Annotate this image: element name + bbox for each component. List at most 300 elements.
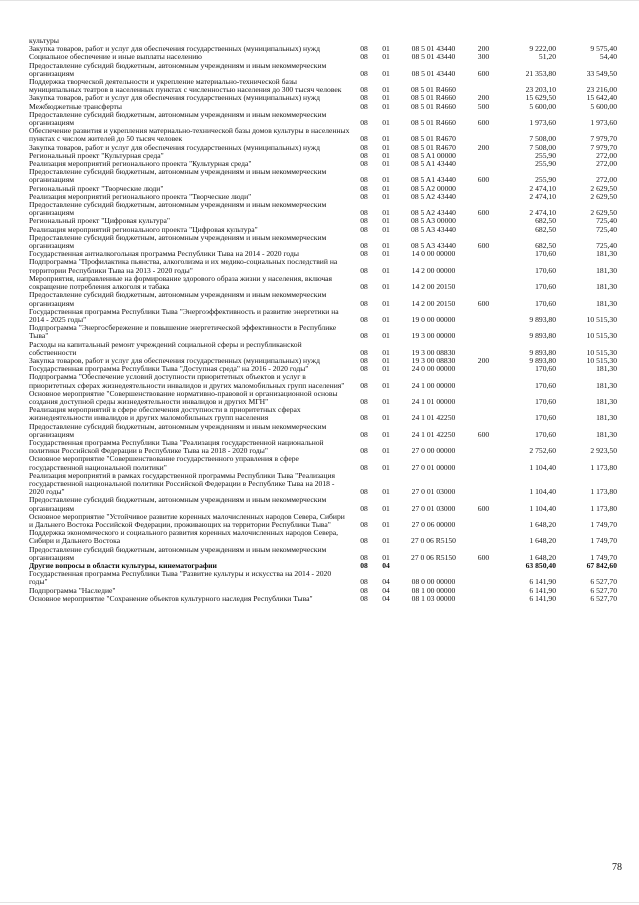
row-section: 08 [360,175,368,185]
row-name: Государственная программа Республики Тыва "Доступная среда" на 2016 - 2020 годы" [29,365,309,374]
row-section: 08 [360,282,368,292]
row-subsection: 01 [382,53,390,62]
row-subsection: 01 [382,250,390,259]
row-name: Предоставление субсидий бюджетным, автономным учреждениям и иным некоммерческим организациям [29,422,327,439]
row-amount-year-1: 170,60 [535,265,556,275]
scan-edge-bottom [0,902,639,903]
row-section: 08 [360,192,368,201]
row-amount-year-1: 682,50 [535,241,556,251]
row-amount-year-1: 9 222,00 [529,45,556,54]
row-target-article [397,37,470,45]
row-name: Региональный проект "Цифровая культура" [29,217,170,226]
row-expense-type [470,570,497,586]
row-target-article: 08 5 A3 00000 [411,217,456,226]
row-subsection: 01 [382,45,390,54]
table-row [29,201,617,217]
row-amount-year-1: 170,60 [535,282,556,292]
row-name: Закупка товаров, работ и услуг для обеспечения государственных (муниципальных) нужд [29,143,320,152]
row-target-article: 08 5 A2 00000 [411,184,456,193]
row-name: Подпрограмма "Обеспечение условий доступности приоритетных объектов и услуг в приоритетных сферах жизнедеятельности инвалидов и других маломобильных групп населения" [29,373,345,390]
row-amount-year-2: 5 600,00 [590,102,617,111]
row-subsection: 01 [382,356,390,365]
row-expense-type [470,226,497,234]
row-section: 08 [360,184,368,193]
table-row [29,472,617,497]
row-expense-type [470,439,497,455]
table-row [29,185,617,193]
row-subsection: 01 [382,446,390,456]
row-name: Основное мероприятие "Совершенствование нормативно-правовой и организационной основы создания доступной среды жизнедеятельности инвалидов и других МГН" [29,389,338,406]
table-row [29,587,617,595]
row-name: Социальное обеспечение и иные выплаты населению [29,53,202,62]
row-name: Закупка товаров, работ и услуг для обеспечения государственных (муниципальных) нужд [29,356,320,365]
row-expense-type [470,406,497,422]
row-expense-type [470,562,497,570]
row-amount-year-2: 23 216,00 [586,85,617,95]
row-amount-year-1: 255,90 [535,175,556,185]
row-expense-type [470,513,497,529]
row-amount-year-2: 6 527,70 [590,577,617,587]
table-row [29,258,617,274]
row-target-article [397,562,470,570]
row-amount-year-2: 2 629,50 [590,192,617,201]
table-row [29,455,617,471]
row-amount-year-1: 682,50 [535,217,556,226]
row-section: 08 [360,429,368,439]
row-section: 08 [360,134,368,144]
row-target-article: 08 5 A3 43440 [411,241,456,251]
table-row [29,390,617,406]
row-expense-type [470,37,497,45]
row-name: Мероприятия, направленные на формирование здорового образа жизни у населения, включая сокращение потребления алкоголя и табака [29,274,333,292]
row-target-article: 08 5 A1 43440 [411,175,456,185]
row-section: 08 [360,552,368,562]
row-amount-year-1: 6 141,90 [529,594,556,603]
row-subsection [375,37,397,45]
table-row [29,94,617,102]
row-section: 08 [360,225,368,234]
row-target-article: 08 5 01 43440 [411,68,456,78]
row-amount-year-1: 7 508,00 [529,143,556,152]
table-row [29,341,617,357]
row-amount-year-2: 181,30 [596,282,617,292]
row-section: 08 [360,143,368,152]
row-target-article: 08 5 A2 43440 [411,208,456,218]
row-target-article: 19 3 00 08830 [411,356,456,365]
row-amount-year-2: 7 979,70 [590,134,617,144]
row-name: Предоставление субсидий бюджетным, автономным учреждениям и иным некоммерческим организациям [29,168,327,185]
row-target-article: 24 0 00 00000 [411,365,456,374]
row-amount-year-1: 7 508,00 [529,134,556,144]
row-expense-type [470,217,497,225]
table-row [29,595,617,603]
row-target-article: 19 0 00 00000 [411,314,456,324]
row-name: Реализация мероприятий регионального проекта "Творческие люди" [29,192,252,201]
row-target-article: 27 0 06 00000 [411,519,456,529]
row-amount-year-1: 6 141,90 [529,577,556,587]
row-target-article: 08 5 A3 43440 [411,225,456,234]
row-name: Другие вопросы в области культуры, кинематографии [29,562,217,570]
row-amount-year-1: 9 893,80 [529,314,556,324]
row-subsection: 01 [382,85,390,95]
row-subsection: 01 [382,143,390,152]
row-name: Предоставление субсидий бюджетным, автономным учреждениям и иным некоммерческим организациям [29,201,327,218]
table-row [29,546,617,562]
row-target-article: 24 1 01 42250 [411,413,456,423]
row-expense-type [470,193,497,201]
row-subsection: 01 [382,503,390,513]
row-amount-year-2: 1 749,70 [590,519,617,529]
row-name: Основное мероприятие "Устойчивое развитие коренных малочисленных народов Севера, Сибири и Дальнего Востока Российской Федерации, проживающих на территории Республики Тыва" [29,512,345,529]
row-name: Межбюджетные трансферты [29,102,122,111]
row-expense-type: 200 [477,356,490,365]
row-section: 08 [360,45,368,54]
row-name: Государственная программа Республики Тыва "Реализация государственной национальной политики Российской Федерации в Республике Тыва на 2018 - 2020 годы" [29,438,324,456]
row-subsection: 01 [382,102,390,111]
row-target-article: 08 5 01 43440 [411,53,456,62]
row-section: 08 [360,519,368,529]
row-expense-type [470,455,497,471]
table-row [29,234,617,250]
row-expense-type: 600 [477,175,490,185]
row-target-article: 27 0 00 00000 [411,446,456,456]
row-amount-year-2: 725,40 [596,217,617,226]
row-target-article: 08 5 01 43440 [411,45,456,54]
row-amount-year-2: 181,30 [596,413,617,423]
table-row [29,103,617,111]
row-target-article: 08 5 A2 43440 [411,192,456,201]
row-subsection: 01 [382,68,390,78]
row-subsection: 01 [382,282,390,292]
row-expense-type [470,373,497,389]
row-section: 08 [360,577,368,587]
row-name: культуры [29,37,59,45]
row-subsection: 01 [382,552,390,562]
scan-edge-top [0,0,639,1]
row-subsection: 01 [382,331,390,341]
row-amount-year-2: 9 575,40 [590,45,617,54]
row-target-article: 08 5 01 R4660 [411,94,456,103]
row-subsection: 01 [382,536,390,546]
row-amount-year-2: 10 515,30 [586,314,617,324]
row-amount-year-2: 272,00 [596,175,617,185]
row-subsection: 01 [382,184,390,193]
row-amount-year-2: 181,30 [596,429,617,439]
row-section: 08 [360,396,368,406]
row-name: Реализация мероприятий регионального проекта "Культурная среда" [29,160,252,169]
row-target-article: 08 5 01 R4660 [411,102,456,111]
row-target-article: 24 1 01 42250 [411,429,456,439]
row-section: 08 [360,68,368,78]
table-row [29,78,617,94]
row-amount-year-1: 682,50 [535,225,556,234]
row-section: 08 [360,217,368,226]
row-amount-year-1: 1 648,20 [529,519,556,529]
row-expense-type [470,341,497,357]
row-section: 08 [360,586,368,595]
row-subsection: 01 [382,380,390,390]
row-section: 08 [360,102,368,111]
row-target-article: 24 1 01 00000 [411,396,456,406]
row-section: 08 [360,85,368,95]
row-amount-year-2: 2 923,50 [590,446,617,456]
table-row [29,562,617,570]
table-row [29,217,617,225]
row-amount-year-1: 15 629,50 [525,94,556,103]
row-amount-year-1: 5 600,00 [529,102,556,111]
row-amount-year-2: 7 979,70 [590,143,617,152]
row-target-article: 27 0 01 03000 [411,487,456,497]
row-section: 08 [360,413,368,423]
row-amount-year-2: 1 173,80 [590,462,617,472]
row-section: 08 [360,503,368,513]
row-name: Основное мероприятие "Совершенствование государственного управления в сфере государственной национальной политики" [29,455,299,472]
row-name: Подпрограмма "Наследие" [29,586,116,595]
row-amount-year-2 [556,37,617,45]
row-amount-year-1: 2 752,60 [529,446,556,456]
row-name: Региональный проект "Творческие люди" [29,184,164,193]
row-subsection: 04 [382,562,390,570]
row-amount-year-2: 1 973,60 [590,118,617,128]
row-subsection: 01 [382,134,390,144]
row-target-article: 08 5 01 R4660 [411,85,456,95]
row-section: 08 [360,347,368,357]
table-row [29,144,617,152]
table-row [29,250,617,258]
row-amount-year-1: 170,60 [535,250,556,259]
row-amount-year-1: 9 893,80 [529,356,556,365]
row-subsection: 01 [382,217,390,226]
page-number: 78 [612,862,622,873]
budget-table [29,37,617,603]
row-subsection: 01 [382,429,390,439]
row-name: Государственная программа Республики Тыва "Развитие культуры и искусства на 2014 - 2020 годы" [29,570,332,587]
row-section: 08 [360,487,368,497]
row-amount-year-2: 181,30 [596,396,617,406]
row-section: 08 [360,53,368,62]
row-amount-year-1: 1 973,60 [529,118,556,128]
row-expense-type [470,324,497,340]
row-amount-year-2: 54,40 [599,53,617,62]
row-subsection: 01 [382,298,390,308]
table-row [29,193,617,201]
row-target-article: 08 5 01 R4670 [411,134,456,144]
row-subsection: 01 [382,94,390,103]
row-amount-year-2: 181,30 [596,298,617,308]
table-row [29,160,617,168]
row-amount-year-1: 6 141,90 [529,586,556,595]
table-row [29,45,617,53]
row-amount-year-1 [497,37,556,45]
row-subsection: 01 [382,175,390,185]
row-target-article: 14 2 00 20150 [411,282,456,292]
row-target-article: 19 3 00 00000 [411,331,456,341]
row-expense-type [470,587,497,595]
row-amount-year-1: 23 203,10 [525,85,556,95]
row-name: Расходы на капитальный ремонт учреждений социальной сферы и республиканской собственности [29,340,302,357]
row-target-article: 14 2 00 20150 [411,298,456,308]
row-amount-year-2: 272,00 [596,160,617,169]
row-expense-type [470,308,497,324]
row-target-article: 08 1 03 00000 [411,594,456,603]
row-expense-type: 300 [477,53,490,62]
row-expense-type [470,127,497,143]
table-row [29,365,617,373]
table-row [29,439,617,455]
row-subsection: 01 [382,413,390,423]
row-subsection: 01 [382,118,390,128]
table-row [29,291,617,307]
row-amount-year-1: 1 648,20 [529,536,556,546]
row-subsection: 01 [382,487,390,497]
row-amount-year-1: 51,20 [538,53,556,62]
row-amount-year-1: 9 893,80 [529,331,556,341]
table-row [29,168,617,184]
row-amount-year-2: 10 515,30 [586,356,617,365]
row-amount-year-1: 170,60 [535,429,556,439]
row-amount-year-1: 2 474,10 [529,184,556,193]
row-subsection: 01 [382,365,390,374]
row-target-article: 08 5 01 R4660 [411,118,456,128]
row-expense-type [470,250,497,258]
row-section: 08 [360,365,368,374]
table-row [29,570,617,586]
table-row [29,373,617,389]
row-section: 08 [360,380,368,390]
row-target-article: 08 0 00 00000 [411,577,456,587]
row-amount-year-2: 1 173,80 [590,487,617,497]
row-amount-year-2: 15 642,40 [586,94,617,103]
row-expense-type [470,529,497,545]
row-name: Поддержка творческой деятельности и укрепление материально-технической базы муниципальных театров в населенных пунктах с численностью населения до 300 тысяч человек [29,78,342,95]
table-row [29,53,617,61]
table-row [29,127,617,143]
row-section: 08 [360,151,368,160]
row-subsection: 01 [382,160,390,169]
row-target-article: 08 1 00 00000 [411,586,456,595]
row-name: Предоставление субсидий бюджетным, автономным учреждениям и иным некоммерческим организациям [29,233,327,251]
row-amount-year-1: 1 104,40 [529,487,556,497]
table-row [29,111,617,127]
table-row [29,275,617,291]
row-amount-year-2: 33 549,50 [586,68,617,78]
row-subsection: 01 [382,208,390,218]
row-subsection: 01 [382,192,390,201]
row-target-article: 27 0 01 00000 [411,462,456,472]
row-amount-year-1: 1 104,40 [529,503,556,513]
row-section [353,37,375,45]
row-expense-type: 200 [477,45,490,54]
row-expense-type: 200 [477,143,490,152]
row-expense-type [470,78,497,94]
row-section: 08 [360,462,368,472]
row-expense-type: 600 [477,208,490,218]
row-section: 08 [360,562,368,570]
row-amount-year-2: 67 842,60 [586,562,617,570]
row-amount-year-1: 63 850,40 [525,562,556,570]
row-name: Реализация мероприятий регионального проекта "Цифровая культура" [29,225,258,234]
row-amount-year-1: 1 648,20 [529,552,556,562]
table-row [29,226,617,234]
row-name: Закупка товаров, работ и услуг для обеспечения государственных (муниципальных) нужд [29,94,320,103]
row-amount-year-1: 170,60 [535,380,556,390]
row-subsection: 01 [382,462,390,472]
row-section: 08 [360,265,368,275]
row-expense-type [470,390,497,406]
row-expense-type [470,258,497,274]
row-expense-type: 600 [477,68,490,78]
row-section: 08 [360,331,368,341]
row-name: Поддержка экономического и социального развития коренных малочисленных народов Севера, Сибири и Дальнего Востока [29,529,339,546]
row-section: 08 [360,160,368,169]
row-section: 08 [360,594,368,603]
row-expense-type [470,160,497,168]
table-row [29,308,617,324]
row-expense-type [470,275,497,291]
table-row [29,62,617,78]
row-amount-year-1: 255,90 [535,160,556,169]
row-amount-year-2: 272,00 [596,151,617,160]
row-subsection: 01 [382,225,390,234]
row-expense-type: 200 [477,94,490,103]
row-target-article: 08 5 A1 00000 [411,151,456,160]
row-subsection: 01 [382,151,390,160]
row-name: Государственная программа Республики Тыва "Энергоэффективность и развитие энергетики на 2014 - 2025 годы" [29,307,339,324]
row-section: 08 [360,241,368,251]
row-subsection: 01 [382,241,390,251]
row-amount-year-2: 1 749,70 [590,536,617,546]
row-amount-year-2: 6 527,70 [590,594,617,603]
row-expense-type: 600 [477,503,490,513]
row-amount-year-2: 181,30 [596,380,617,390]
table-row [29,513,617,529]
row-subsection: 04 [382,577,390,587]
row-amount-year-2: 2 629,50 [590,184,617,193]
row-section: 08 [360,356,368,365]
row-expense-type [470,472,497,497]
row-amount-year-2: 181,30 [596,365,617,374]
row-expense-type: 600 [477,298,490,308]
row-amount-year-2: 181,30 [596,250,617,259]
row-name: Реализация мероприятий в рамках государственной программы Республики Тыва "Реализация государственной национальной политики Российской Федерации в Республике Тыва на 2018 - 2020 годы" [29,471,336,497]
table-row [29,152,617,160]
table-row [29,406,617,422]
row-name: Закупка товаров, работ и услуг для обеспечения государственных (муниципальных) нужд [29,45,320,54]
row-name: Предоставление субсидий бюджетным, автономным учреждениям и иным некоммерческим организациям [29,110,327,128]
row-expense-type: 600 [477,241,490,251]
row-section: 08 [360,446,368,456]
row-subsection: 01 [382,396,390,406]
row-amount-year-2: 2 629,50 [590,208,617,218]
row-expense-type: 600 [477,552,490,562]
row-subsection: 01 [382,519,390,529]
row-amount-year-1: 170,60 [535,365,556,374]
row-section: 08 [360,298,368,308]
row-name: Государственная антиалкогольная программа Республики Тыва на 2014 - 2020 годы [29,250,299,259]
row-expense-type: 600 [477,118,490,128]
row-expense-type: 500 [477,102,490,111]
row-amount-year-1: 1 104,40 [529,462,556,472]
row-amount-year-2: 1 173,80 [590,503,617,513]
row-target-article: 27 0 06 R5150 [411,552,456,562]
row-expense-type [470,185,497,193]
row-name: Предоставление субсидий бюджетным, автономным учреждениям и иным некоммерческим организациям [29,545,327,562]
table-row [29,324,617,340]
row-name: Основное мероприятие "Сохранение объектов культурного наследия Республики Тыва" [29,594,313,603]
row-amount-year-1: 2 474,10 [529,208,556,218]
row-amount-year-2: 725,40 [596,241,617,251]
row-subsection: 04 [382,586,390,595]
